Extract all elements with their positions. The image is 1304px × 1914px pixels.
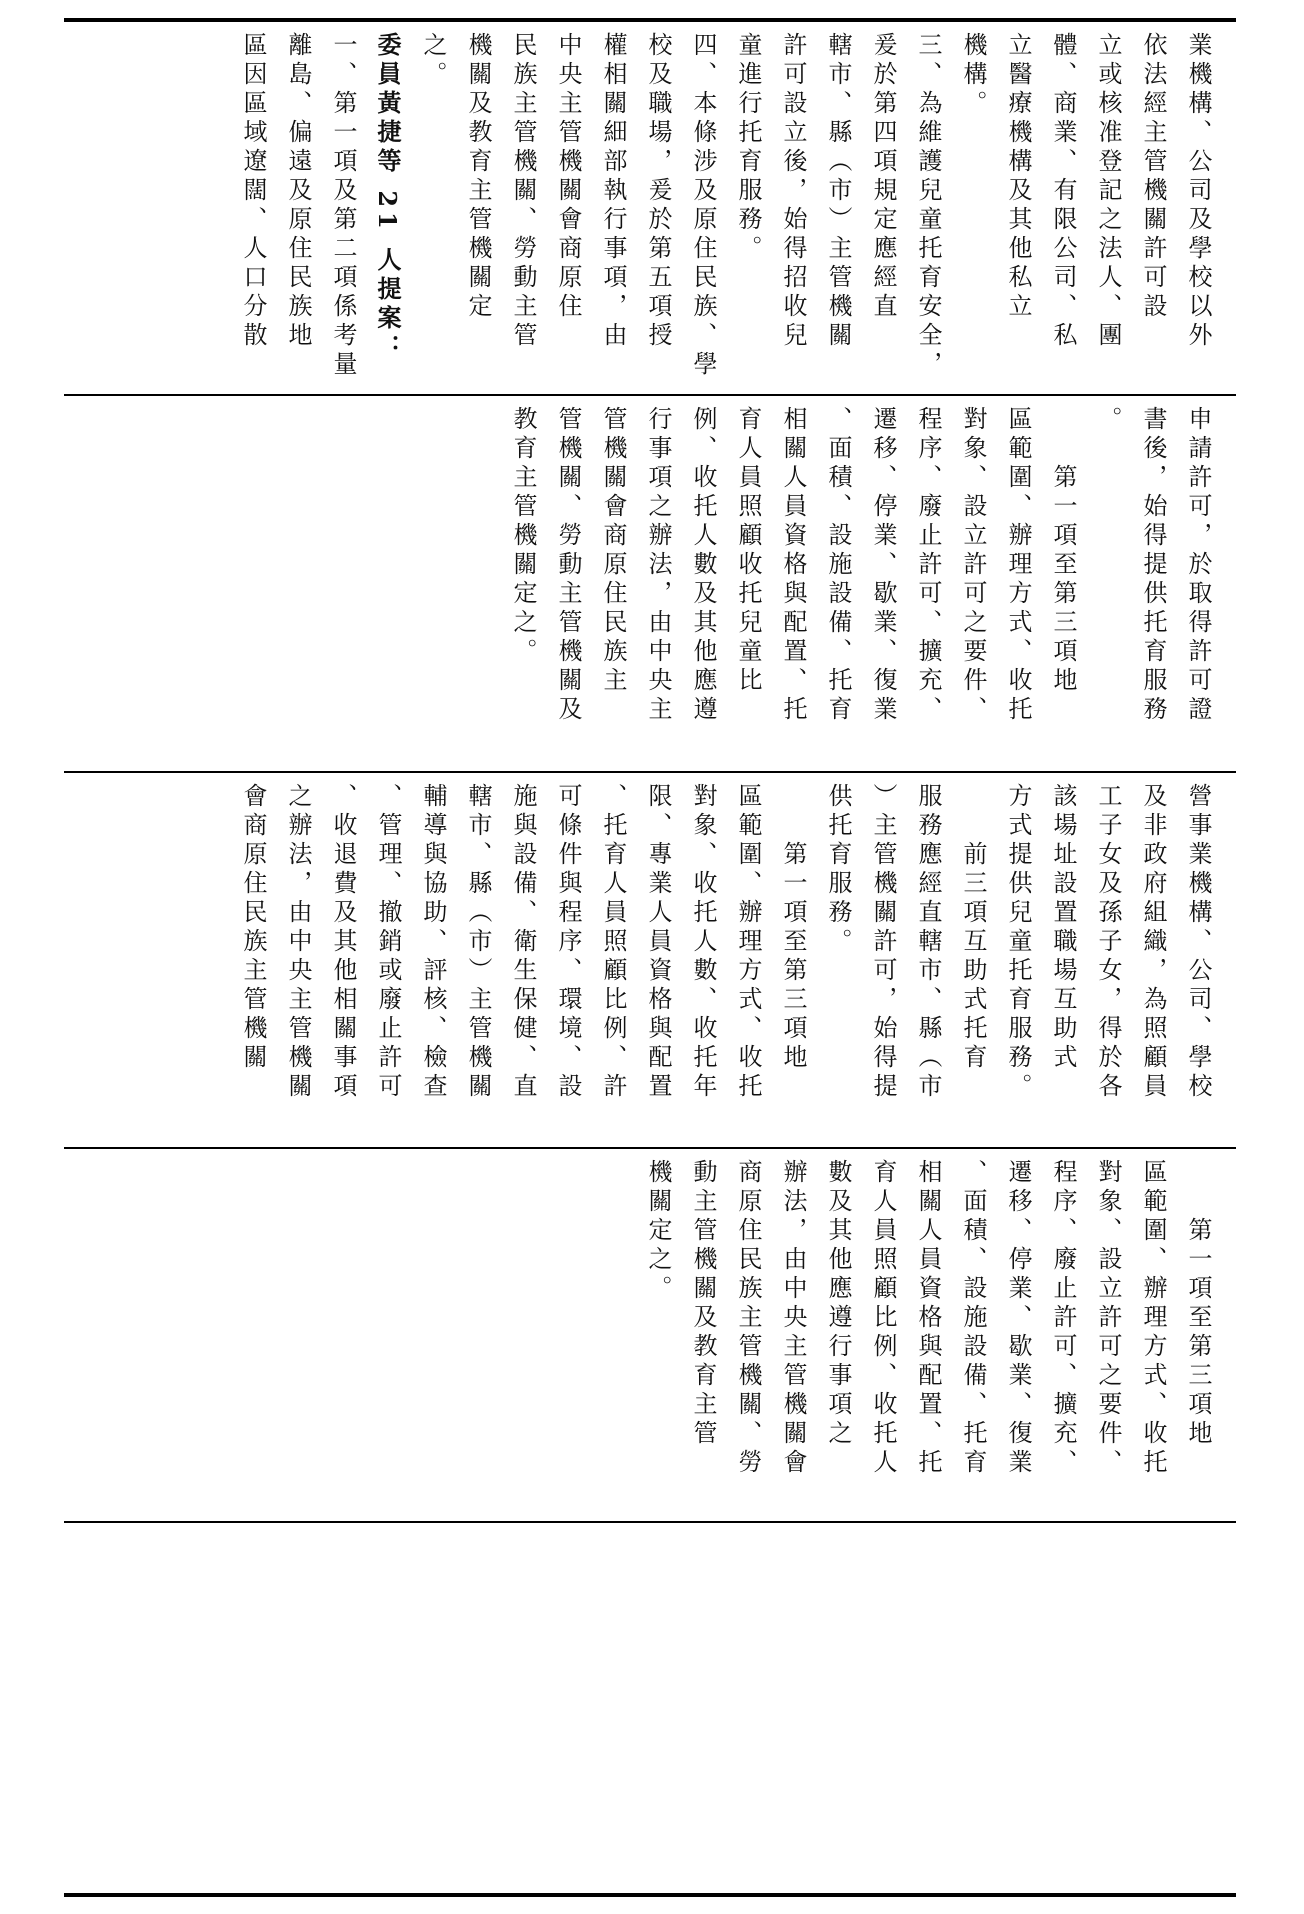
text-line: 可條件與程序、環境、設: [554, 783, 582, 1102]
text-line: 遷移、停業、歇業、復業: [869, 406, 897, 725]
text-line: 、管理、撤銷或廢止許可: [374, 783, 402, 1102]
table-cell-band-5: [64, 1525, 1236, 1891]
text-line: 服務應經直轄市、縣（市: [914, 783, 942, 1102]
text-line: 業機構、公司及學校以外: [1184, 32, 1212, 351]
text-line: 一、第一項及第二項係考量: [329, 32, 357, 380]
text-line: 轄市、縣（市）主管機關: [824, 32, 852, 351]
text-line: 校及職場，爰於第五項授: [644, 32, 672, 351]
text-line: 教育主管機關定之。: [509, 406, 537, 667]
text-line: 供托育服務。: [824, 783, 852, 957]
text-line: 立醫療機構及其他私立: [1004, 32, 1032, 322]
text-line: 限、專業人員資格與配置: [644, 783, 672, 1102]
text-line: 體、商業、有限公司、私: [1049, 32, 1077, 351]
text-line: 商原住民族主管機關、勞: [734, 1159, 762, 1478]
text-line: 對象、設立許可之要件、: [959, 406, 987, 725]
text-line: 之辦法，由中央主管機關: [284, 783, 312, 1102]
table-cell-band-2: [64, 398, 1236, 769]
band-1-text: [230, 24, 1236, 392]
divider-rule-4: [64, 1521, 1236, 1523]
bottom-rule: [64, 1893, 1236, 1897]
text-line: 相關人員資格與配置、托: [914, 1159, 942, 1478]
text-line: 該場址設置職場互助式: [1049, 783, 1077, 1073]
text-line: 對象、收托人數、收托年: [689, 783, 717, 1102]
text-line: 管機關會商原住民族主: [599, 406, 627, 696]
text-line: 區範圍、辦理方式、收托: [1139, 1159, 1167, 1478]
text-line: 遷移、停業、歇業、復業: [1004, 1159, 1032, 1478]
text-line: 動主管機關及教育主管: [689, 1159, 717, 1449]
text-line: 工子女及孫子女，得於各: [1094, 783, 1122, 1102]
table-cell-band-1: [64, 24, 1236, 392]
text-line: 方式提供兒童托育服務。: [1004, 783, 1032, 1102]
text-line: 施與設備、衛生保健、直: [509, 783, 537, 1102]
text-line: 依法經主管機關許可設: [1139, 32, 1167, 322]
text-line: 育人員照顧比例、收托人: [869, 1159, 897, 1478]
text-line: 四、本條涉及原住民族、學: [689, 32, 717, 380]
text-line: 相關人員資格與配置、托: [779, 406, 807, 725]
band-3-text: [230, 775, 1236, 1145]
text-line: 童進行托育服務。: [734, 32, 762, 264]
text-line: 中央主管機關會商原住: [554, 32, 582, 322]
text-line: 管機關、勞動主管機關及: [554, 406, 582, 725]
text-line: 程序、廢止許可、擴充、: [1049, 1159, 1077, 1478]
divider-rule-3: [64, 1147, 1236, 1149]
text-line: 、收退費及其他相關事項: [329, 783, 357, 1102]
text-line: 第一項至第三項地: [1049, 406, 1077, 696]
text-line: 區因區域遼闊、人口分散: [239, 32, 267, 351]
text-line: 第一項至第三項地: [1184, 1159, 1212, 1449]
divider-rule-1: [64, 394, 1236, 396]
table-cell-band-4: [64, 1151, 1236, 1519]
text-line: ）主管機關許可，始得提: [869, 783, 897, 1102]
text-line: 機構。: [959, 32, 987, 119]
text-line: 許可設立後，始得招收兒: [779, 32, 807, 351]
text-line: 及非政府組織，為照顧員: [1139, 783, 1167, 1102]
text-line: 第一項至第三項地: [779, 783, 807, 1073]
text-line: 前三項互助式托育: [959, 783, 987, 1073]
band-2-text: [500, 398, 1236, 769]
proposal-heading: 委員黃捷等 21 人提案：: [373, 32, 402, 364]
text-line: 區範圍、辦理方式、收托: [1004, 406, 1032, 725]
text-line: 申請許可，於取得許可證: [1184, 406, 1212, 725]
text-line: 權相關細部執行事項，由: [599, 32, 627, 351]
text-line: 育人員照顧收托兒童比: [734, 406, 762, 696]
table-cell-band-3: [64, 775, 1236, 1145]
text-line: 民族主管機關、勞動主管: [509, 32, 537, 351]
text-line: 爰於第四項規定應經直: [869, 32, 897, 322]
text-line: 。: [1094, 406, 1122, 435]
text-line: 數及其他應遵行事項之: [824, 1159, 852, 1449]
text-line: 之。: [419, 32, 447, 90]
text-line: 、面積、設施設備、托育: [959, 1159, 987, 1478]
text-line: 營事業機構、公司、學校: [1184, 783, 1212, 1102]
text-line: 三、為維護兒童托育安全，: [914, 32, 942, 380]
text-line: 離島、偏遠及原住民族地: [284, 32, 312, 351]
band-5-text: [1220, 1525, 1236, 1891]
text-line: 輔導與協助、評核、檢查: [419, 783, 447, 1102]
text-line: 行事項之辦法，由中央主: [644, 406, 672, 725]
text-line: 會商原住民族主管機關: [239, 783, 267, 1073]
text-line: 辦法，由中央主管機關會: [779, 1159, 807, 1478]
text-line: 書後，始得提供托育服務: [1139, 406, 1167, 725]
text-line: 轄市、縣（市）主管機關: [464, 783, 492, 1102]
band-4-text: [635, 1151, 1236, 1519]
text-line: 對象、設立許可之要件、: [1094, 1159, 1122, 1478]
text-line: 機關定之。: [644, 1159, 672, 1304]
text-line: 區範圍、辦理方式、收托: [734, 783, 762, 1102]
text-line: 程序、廢止許可、擴充、: [914, 406, 942, 725]
text-line: 例、收托人數及其他應遵: [689, 406, 717, 725]
top-rule: [64, 18, 1236, 22]
text-line: 立或核准登記之法人、團: [1094, 32, 1122, 351]
text-line: 、托育人員照顧比例、許: [599, 783, 627, 1102]
divider-rule-2: [64, 771, 1236, 773]
text-line: 機關及教育主管機關定: [464, 32, 492, 322]
text-line: 、面積、設施設備、托育: [824, 406, 852, 725]
